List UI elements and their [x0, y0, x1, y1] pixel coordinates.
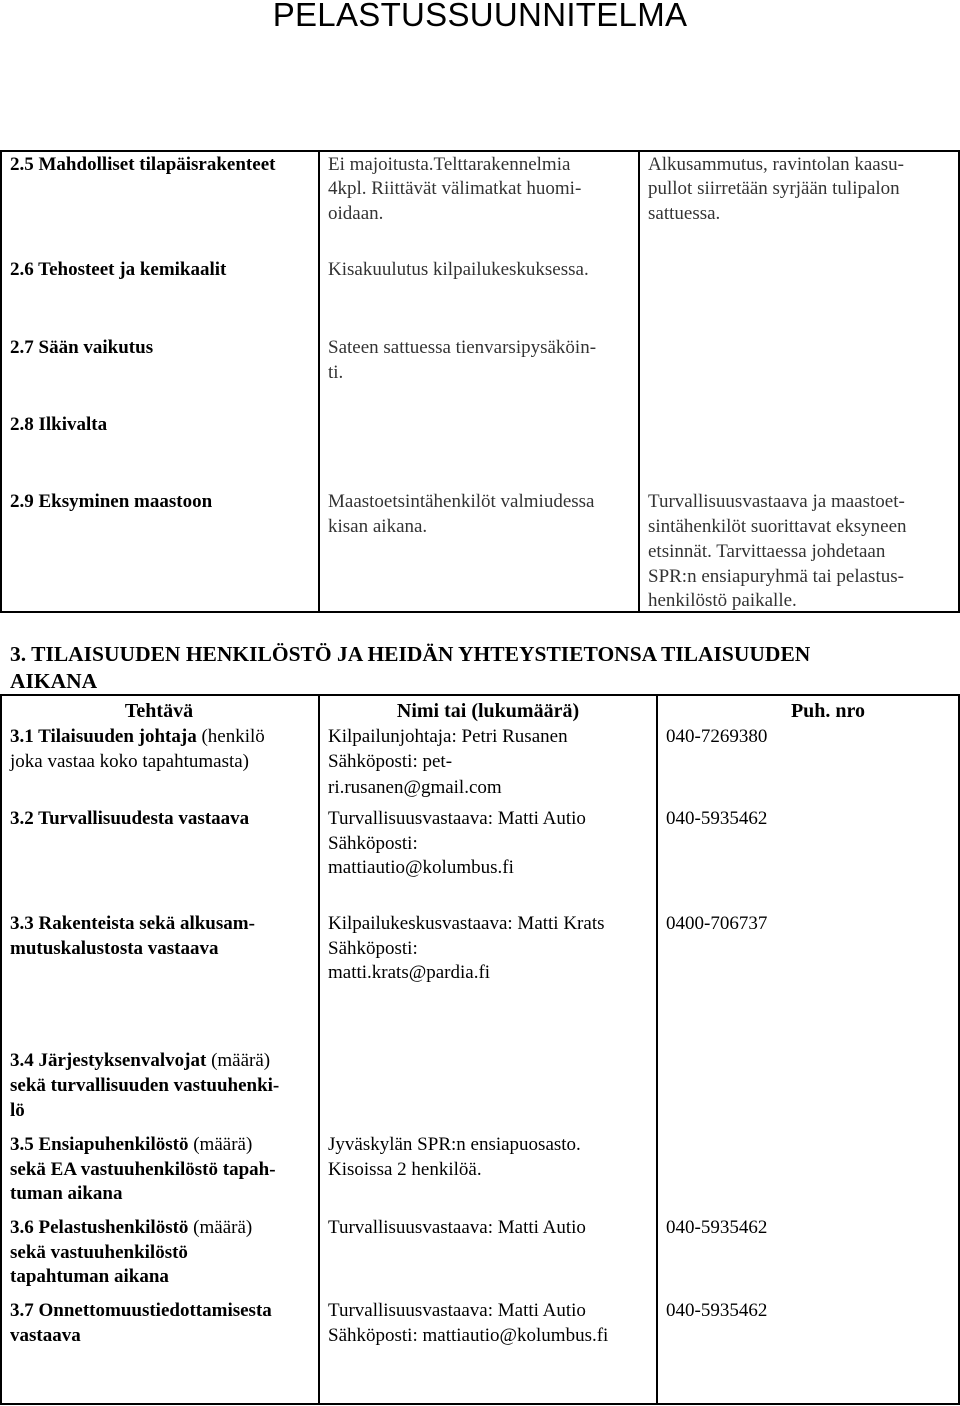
- task-cell: 3.6 Pelastushenkilöstö (määrä): [10, 1217, 253, 1238]
- row-label: 2.7 Sään vaikutus: [10, 337, 154, 358]
- contact-name: Turvallisuusvastaava: Matti Autio: [328, 1217, 586, 1238]
- row-description: 4kpl. Riittävät välimatkat huomi-: [328, 178, 582, 199]
- row-action: sintähenkilöt suorittavat eksyneen: [648, 516, 907, 537]
- section-heading: AIKANA: [10, 669, 98, 693]
- row-description: Maastoetsintähenkilöt valmiudessa: [328, 491, 595, 512]
- contact-name: Kilpailunjohtaja: Petri Rusanen: [328, 726, 568, 747]
- row-description: Kisakuulutus kilpailukeskuksessa.: [328, 259, 589, 280]
- phone-number: 040-5935462: [666, 1300, 768, 1321]
- row-action: SPR:n ensiapuryhmä tai pelastus-: [648, 566, 904, 587]
- row-action: henkilöstö paikalle.: [648, 590, 797, 611]
- contact-email: Sähköposti:: [328, 833, 418, 854]
- row-action: pullot siirretään syrjään tulipalon: [648, 178, 900, 199]
- column-header: Nimi tai (lukumäärä): [396, 700, 580, 722]
- column-header: Tehtävä: [124, 700, 194, 722]
- task-cell: 3.2 Turvallisuudesta vastaava: [10, 808, 250, 829]
- task-cell: joka vastaa koko tapahtumasta): [10, 751, 250, 772]
- column-header: Puh. nro: [790, 700, 866, 722]
- task-cell: vastaava: [10, 1325, 81, 1346]
- task-cell: sekä turvallisuuden vastuuhenki-: [10, 1075, 280, 1096]
- task-cell: 3.1 Tilaisuuden johtaja (henkilö: [10, 726, 265, 747]
- task-cell: 3.4 Järjestyksenvalvojat (määrä): [10, 1050, 271, 1071]
- row-description: kisan aikana.: [328, 516, 428, 537]
- phone-number: 0400-706737: [666, 913, 768, 934]
- section-heading: 3. TILAISUUDEN HENKILÖSTÖ JA HEIDÄN YHTEYSTIETONSA TILAISUUDEN: [10, 642, 811, 666]
- task-cell: 3.7 Onnettomuustiedottamisesta: [10, 1300, 272, 1321]
- task-cell: sekä EA vastuuhenkilöstö tapah-: [10, 1159, 276, 1180]
- contact-email: Sähköposti:: [328, 938, 418, 959]
- task-cell: tuman aikana: [10, 1183, 123, 1204]
- row-description: oidaan.: [328, 203, 384, 224]
- row-action: Turvallisuusvastaava ja maastoet-: [648, 491, 905, 512]
- page-title: PELASTUSSUUNNITELMA: [272, 0, 688, 33]
- row-action: Alkusammutus, ravintolan kaasu-: [648, 154, 904, 175]
- contact-name: Turvallisuusvastaava: Matti Autio: [328, 1300, 586, 1321]
- contact-email: ri.rusanen@gmail.com: [328, 777, 502, 798]
- row-action: etsinnät. Tarvittaessa johdetaan: [648, 541, 886, 562]
- task-cell: 3.5 Ensiapuhenkilöstö (määrä): [10, 1134, 253, 1155]
- task-cell: lö: [10, 1100, 25, 1121]
- row-label: 2.6 Tehosteet ja kemikaalit: [10, 259, 227, 280]
- contact-name: Kilpailukeskusvastaava: Matti Krats: [328, 913, 605, 934]
- contact-email: mattiautio@kolumbus.fi: [328, 857, 514, 878]
- row-action: sattuessa.: [648, 203, 721, 224]
- contact-name: Turvallisuusvastaava: Matti Autio: [328, 808, 586, 829]
- row-label: 2.9 Eksyminen maastoon: [10, 491, 213, 512]
- contact-email: Sähköposti: pet-: [328, 751, 453, 772]
- contact-name: Kisoissa 2 henkilöä.: [328, 1159, 482, 1180]
- task-cell: 3.3 Rakenteista sekä alkusam-: [10, 913, 255, 934]
- contact-name: Jyväskylän SPR:n ensiapuosasto.: [328, 1134, 581, 1155]
- row-description: ti.: [328, 362, 344, 383]
- row-description: Sateen sattuessa tienvarsipysäköin-: [328, 337, 597, 358]
- contact-email: Sähköposti: mattiautio@kolumbus.fi: [328, 1325, 609, 1346]
- task-cell: tapahtuman aikana: [10, 1266, 169, 1287]
- phone-number: 040-5935462: [666, 1217, 768, 1238]
- task-cell: mutuskalustosta vastaava: [10, 938, 219, 959]
- row-label: 2.5 Mahdolliset tilapäisrakenteet: [10, 154, 276, 175]
- row-description: Ei majoitusta.Telttarakennelmia: [328, 154, 571, 175]
- phone-number: 040-5935462: [666, 808, 768, 829]
- contact-email: matti.krats@pardia.fi: [328, 962, 491, 983]
- task-cell: sekä vastuuhenkilöstö: [10, 1242, 188, 1263]
- phone-number: 040-7269380: [666, 726, 768, 747]
- row-label: 2.8 Ilkivalta: [10, 414, 108, 435]
